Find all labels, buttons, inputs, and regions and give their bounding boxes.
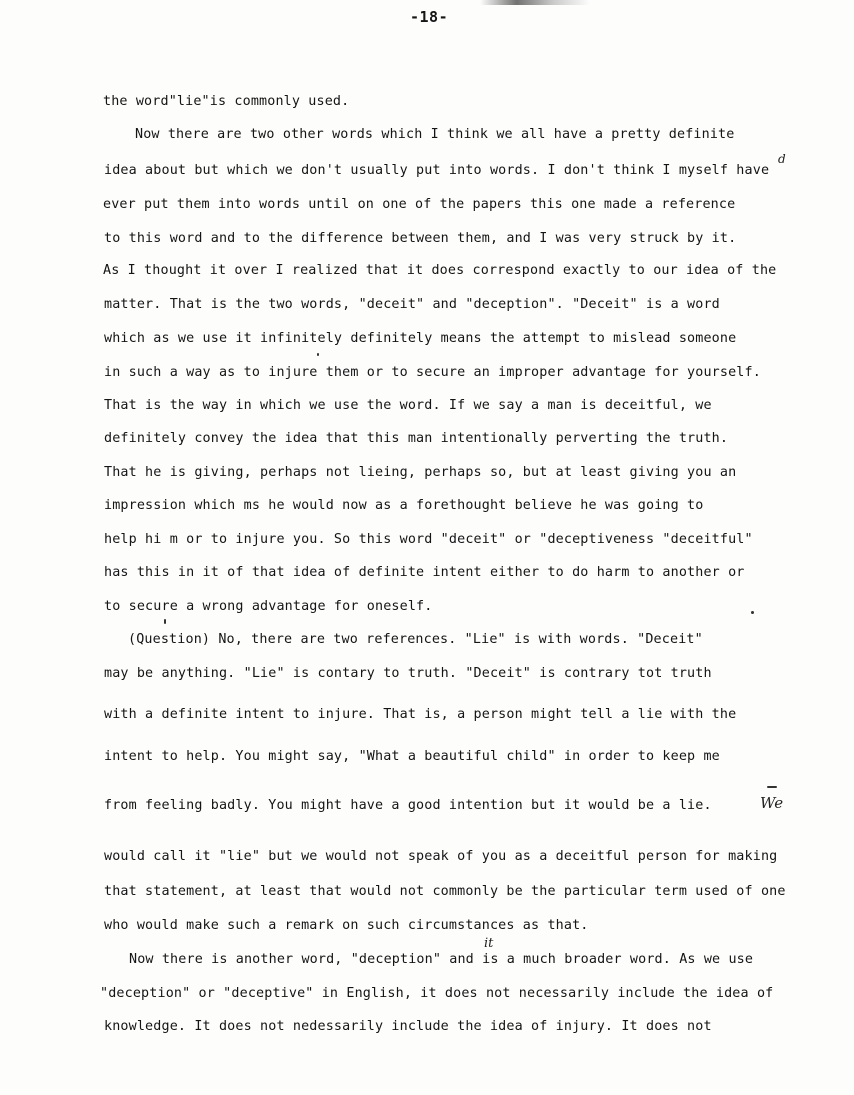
text-line: from feeling badly. You might have a good intention but it would be a lie. — [104, 798, 712, 813]
text-line: impression which ms he would now as a forethought believe he was going to — [104, 498, 704, 513]
scan-smudge — [480, 0, 590, 5]
text-line: help hi m or to injure you. So this word "deceit" or "deceptiveness "deceitful" — [104, 532, 753, 547]
text-line: has this in it of that idea of definite intent either to do harm to another or — [104, 565, 745, 580]
handwritten-insertion: it — [484, 936, 494, 951]
text-line: the word"lie"is commonly used. — [103, 94, 350, 109]
text-line: intent to help. You might say, "What a beautiful child" in order to keep me — [104, 749, 720, 764]
text-line: That he is giving, perhaps not lieing, perhaps so, but at least giving you an — [104, 465, 737, 480]
pen-mark — [767, 786, 777, 788]
handwritten-margin-note: We — [760, 794, 784, 812]
pen-dot — [317, 353, 319, 356]
text-line: knowledge. It does not nedessarily include the idea of injury. It does not — [104, 1019, 712, 1034]
text-line: that statement, at least that would not commonly be the particular term used of one — [104, 884, 786, 899]
pen-mark — [164, 619, 166, 624]
pen-dot — [751, 611, 754, 614]
text-line: Now there are two other words which I think we all have a pretty definite — [135, 127, 735, 142]
text-line: That is the way in which we use the word. If we say a man is deceitful, we — [104, 398, 712, 413]
text-line: would call it "lie" but we would not speak of you as a deceitful person for making — [104, 849, 778, 864]
text-line: with a definite intent to injure. That is, a person might tell a lie with the — [104, 707, 737, 722]
text-line: in such a way as to injure them or to secure an improper advantage for yourself. — [104, 365, 761, 380]
text-line: definitely convey the idea that this man intentionally perverting the truth. — [104, 431, 729, 446]
text-line: idea about but which we don't usually put into words. I don't think I myself have — [104, 163, 770, 178]
text-line: to this word and to the difference between them, and I was very struck by it. — [104, 231, 737, 246]
text-line: who would make such a remark on such circumstances as that. — [104, 918, 589, 933]
text-line: to secure a wrong advantage for oneself. — [104, 599, 433, 614]
text-line: matter. That is the two words, "deceit" and "deception". "Deceit" is a word — [104, 297, 720, 312]
text-line: ever put them into words until on one of the papers this one made a reference — [103, 197, 736, 212]
text-line: which as we use it infinitely definitely means the attempt to mislead someone — [104, 331, 737, 346]
text-line: (Question) No, there are two references. "Lie" is with words. "Deceit" — [128, 632, 703, 647]
text-line: may be anything. "Lie" is contary to truth. "Deceit" is contrary tot truth — [104, 666, 712, 681]
page-number: -18- — [410, 8, 449, 26]
handwritten-correction: d — [778, 152, 786, 166]
text-line: Now there is another word, "deception" and is a much broader word. As we use — [129, 952, 754, 967]
text-line: "deception" or "deceptive" in English, it does not necessarily include the idea of — [100, 986, 774, 1001]
text-line: As I thought it over I realized that it does correspond exactly to our idea of the — [103, 263, 777, 278]
